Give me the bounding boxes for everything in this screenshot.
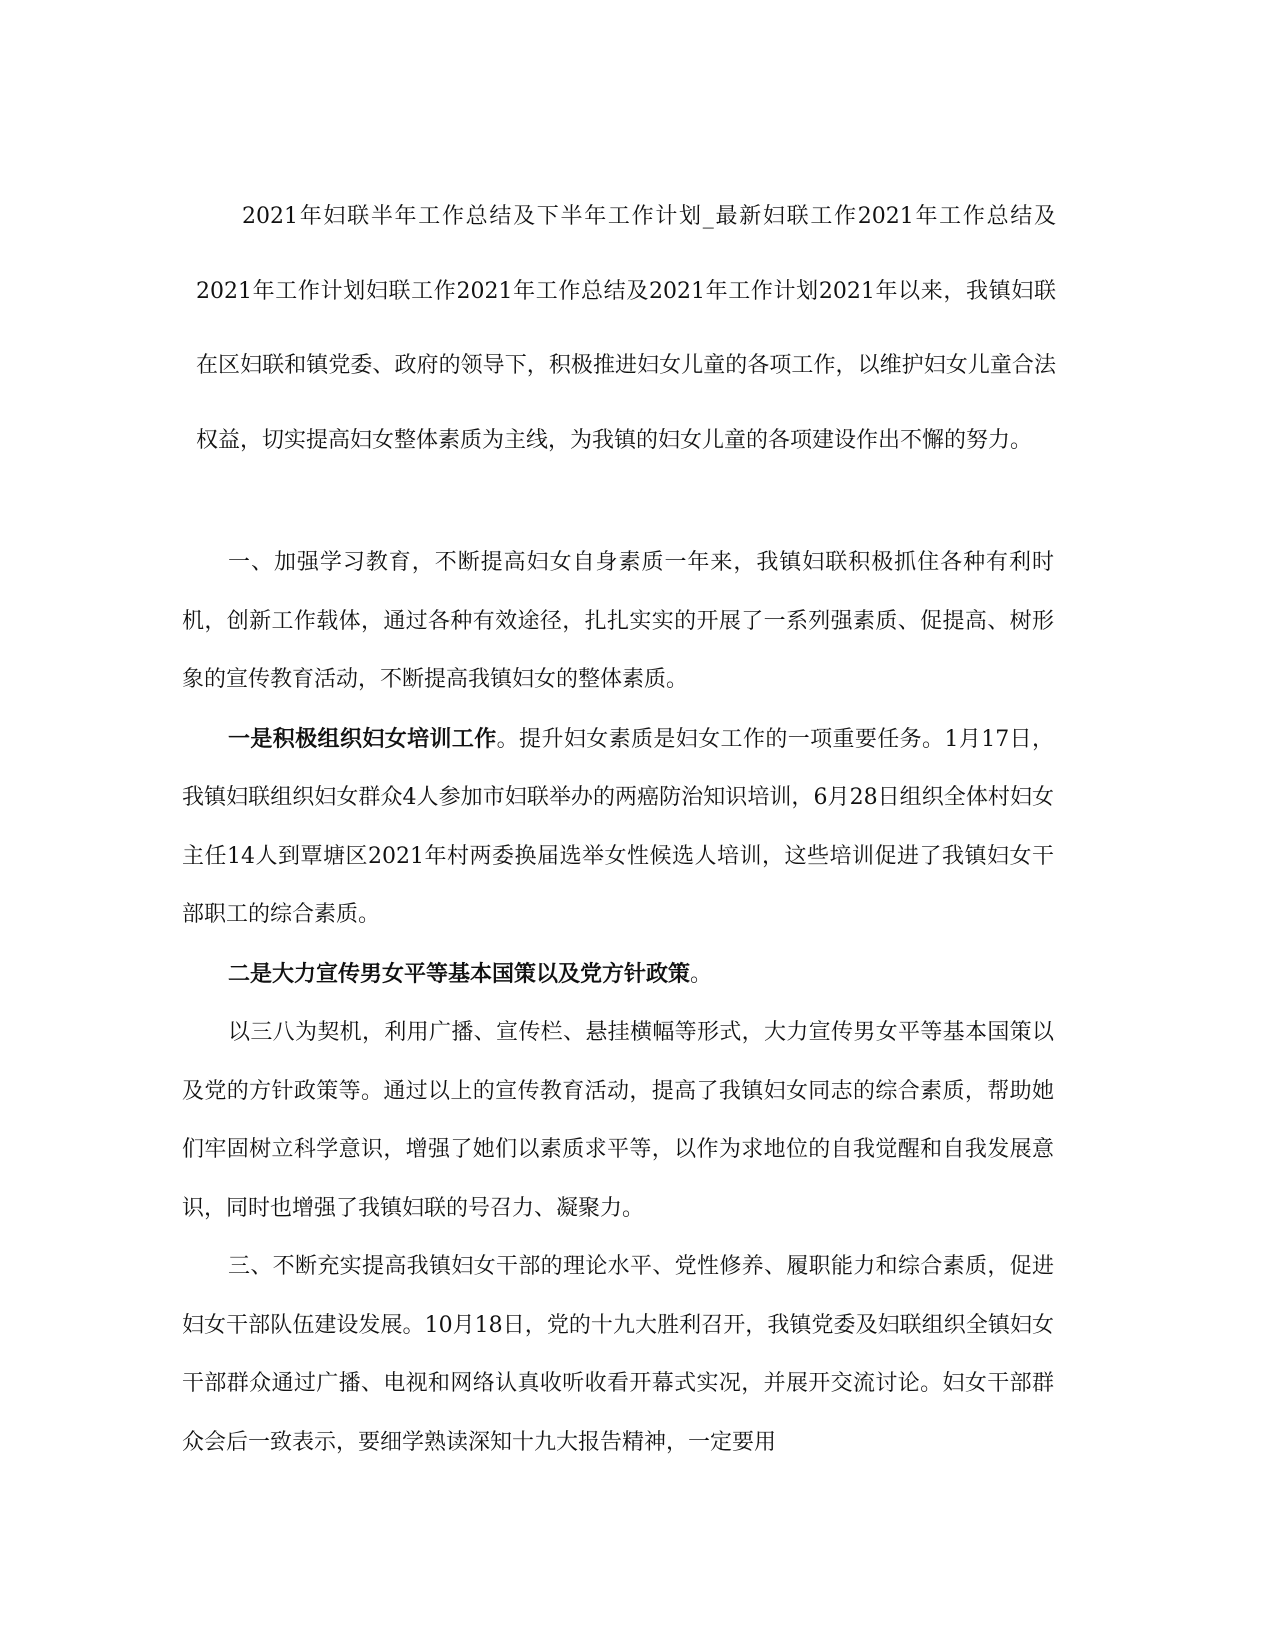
policy-paragraph: 以三八为契机，利用广播、宣传栏、悬挂横幅等形式，大力宣传男女平等基本国策以及党的方针政策等。通过以上的宣传教育活动，提高了我镇妇女同志的综合素质，帮助她们牢固树立科学意识，增强了她们以素质求平等，以作为求地位的自我觉醒和自我发展意识，同时也增强了我镇妇联的号召力、凝聚力。 [182, 1020, 1054, 1221]
section-three-paragraph: 三、不断充实提高我镇妇女干部的理论水平、党性修养、履职能力和综合素质，促进妇女干部队伍建设发展。10月18日，党的十九大胜利召开，我镇党委及妇联组织全镇妇女干部群众通过广播、电视和网络认真收听收看开幕式实况，并展开交流讨论。妇女干部群众会后一致表示，要细学熟读深知十九大报告精神，一定要用 [182, 1254, 1054, 1455]
section-one-paragraph: 一、加强学习教育，不断提高妇女自身素质一年来，我镇妇联积极抓住各种有利时机，创新工作载体，通过各种有效途径，扎扎实实的开展了一系列强素质、促提高、树形象的宣传教育活动，不断提高我镇妇女的整体素质。 [182, 550, 1054, 692]
training-text: 。提升妇女素质是妇女工作的一项重要任务。1月17日，我镇妇联组织妇女群众4人参加市妇联举办的两癌防治知识培训，6月28日组织全体村妇女主任14人到覃塘区2021年村两委换届选举女性候选人培训，这些培训促进了我镇妇女干部职工的综合素质。 [182, 726, 1054, 927]
policy-heading-paragraph [182, 945, 1054, 1005]
policy-heading-end: 。 [690, 961, 713, 987]
policy-lead: 二是大力宣传男女平等基本国策以及党方针政策 [228, 960, 691, 987]
training-paragraph [182, 710, 1054, 945]
document-body [182, 534, 1054, 1472]
training-lead: 一是积极组织妇女培训工作 [228, 725, 497, 752]
intro-paragraph: 2021年妇联半年工作总结及下半年工作计划_最新妇联工作2021年工作总结及2021年工作计划妇联工作2021年工作总结及2021年工作计划2021年以来，我镇妇联在区妇联和镇党委、政府的领导下，积极推进妇女儿童的各项工作，以维护妇女儿童合法权益，切实提高妇女整体素质为主线，为我镇的妇女儿童的各项建设作出不懈的努力。 [196, 204, 1056, 453]
